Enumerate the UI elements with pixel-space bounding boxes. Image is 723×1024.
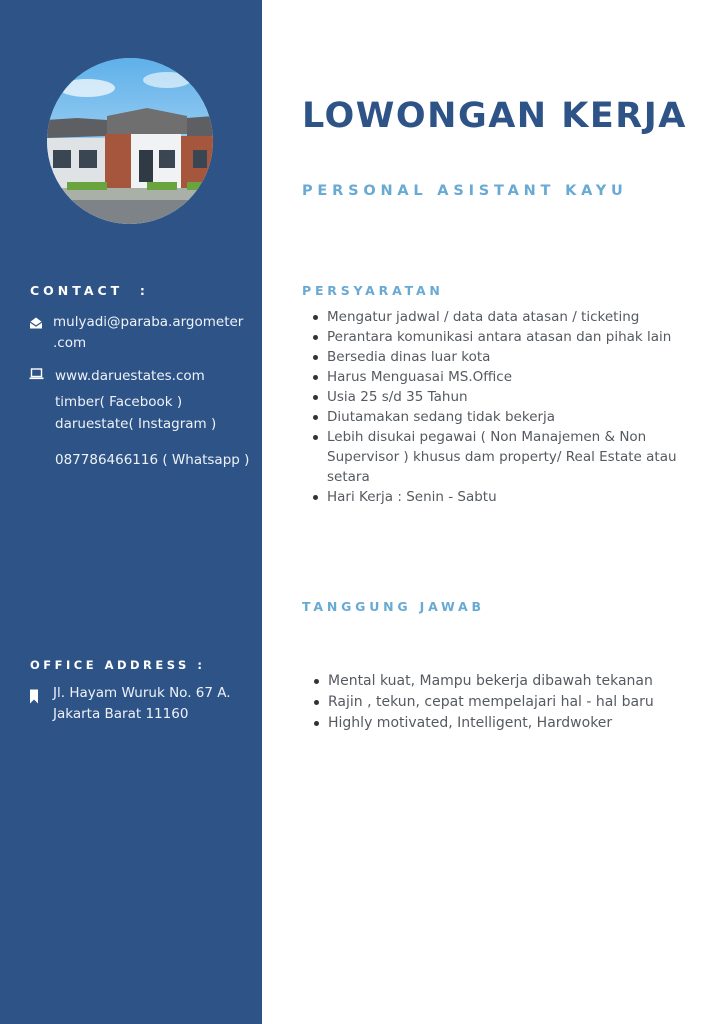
email-line-2: .com [53,335,87,351]
list-item: Lebih disukai pegawai ( Non Manajemen & Non Supervisor ) khusus dam property/ Real Estate atau setara [303,427,677,487]
list-item: Hari Kerja : Senin - Sabtu [303,487,693,507]
envelope-icon [29,316,43,330]
requirements-heading: PERSYARATAN [302,283,444,298]
list-item: Mengatur jadwal / data data atasan / ticketing [303,307,693,327]
list-item: Harus Menguasai MS.Office [303,367,693,387]
page-title: LOWONGAN KERJA [302,96,687,136]
address-line-2: Jakarta Barat 11160 [53,706,189,722]
responsibilities-list [304,671,704,734]
list-item: Mental kuat, Mampu bekerja dibawah tekanan [304,671,704,692]
email-line-1: mulyadi@paraba.argometer [53,314,244,330]
house-photo [47,58,213,224]
list-item: Rajin , tekun, cepat mempelajari hal - hal baru [304,692,704,713]
list-item: Usia 25 s/d 35 Tahun [303,387,693,407]
sidebar [0,0,262,1024]
responsibilities-heading: TANGGUNG JAWAB [302,599,485,614]
list-item: Highly motivated, Intelligent, Hardwoker [304,713,704,734]
list-item: Perantara komunikasi antara atasan dan pihak lain [303,327,693,347]
list-item: Diutamakan sedang tidak bekerja [303,407,693,427]
laptop-icon [29,367,44,381]
address-line-1: Jl. Hayam Wuruk No. 67 A. [53,685,231,701]
office-address-heading: OFFICE ADDRESS : [30,658,206,672]
bookmark-icon [29,689,39,704]
requirements-list [303,307,693,507]
instagram-text: daruestate( Instagram ) [55,416,217,432]
job-subtitle: PERSONAL ASISTANT KAYU [302,183,628,199]
facebook-text: timber( Facebook ) [55,394,183,410]
list-item: Bersedia dinas luar kota [303,347,693,367]
website-link[interactable]: www.daruestates.com [55,368,205,384]
whatsapp-text: 087786466116 ( Whatsapp ) [55,452,250,468]
contact-heading: CONTACT : [30,283,149,298]
